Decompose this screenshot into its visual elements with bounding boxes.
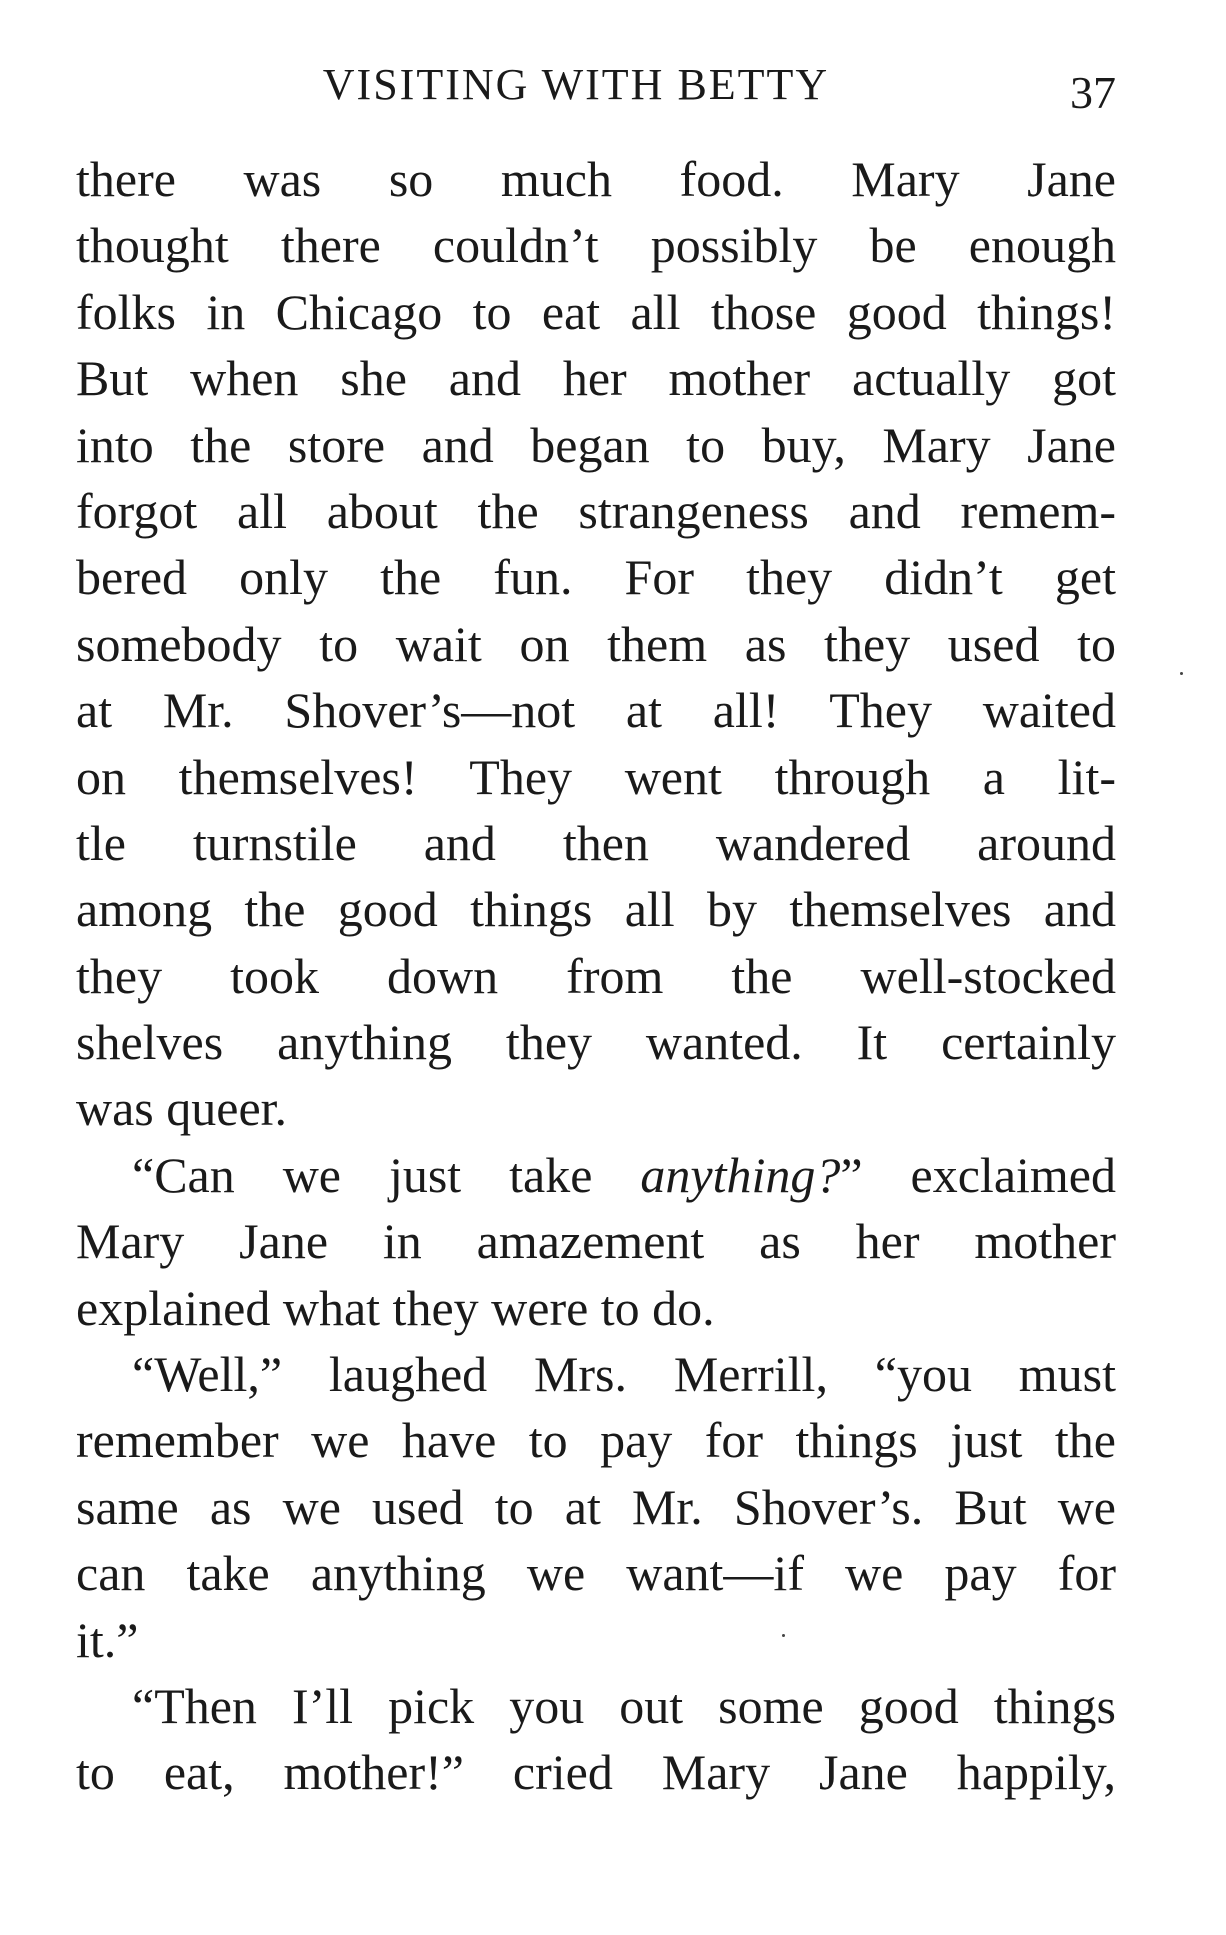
text-line: “Well,” laughed Mrs. Merrill, “you must [132, 1346, 1116, 1403]
text-line: to eat, mother!” cried Mary Jane happily, [76, 1744, 1116, 1801]
text-line: into the store and began to buy, Mary Jane [76, 416, 1116, 473]
text-line: folks in Chicago to eat all those good things! [76, 283, 1116, 340]
page-number: 37 [1070, 67, 1116, 118]
text-line: explained what they were to do. [76, 1279, 715, 1336]
text-line: they took down from the well-stocked [76, 947, 1116, 1004]
text-line: tle turnstile and then wandered around [76, 814, 1116, 871]
text-line: there was so much food. Mary Jane [76, 151, 1116, 207]
running-head: VISITING WITH BETTY [322, 60, 830, 109]
text-line: can take anything we want—if we pay for [76, 1545, 1116, 1602]
print-speck [1180, 672, 1183, 675]
text-line: on themselves! They went through a lit- [76, 748, 1116, 805]
page-header [76, 50, 1116, 120]
text-line: But when she and her mother actually got [76, 350, 1116, 407]
text-line: it.” [76, 1611, 139, 1668]
text-line: among the good things all by themselves and [76, 881, 1116, 938]
text-line: forgot all about the strangeness and remem- [76, 482, 1116, 539]
text-run: “Can we just take [132, 1146, 641, 1203]
text-line: Mary Jane in amazement as her mother [76, 1213, 1116, 1270]
text-line: “Then I’ll pick you out some good things [132, 1677, 1116, 1734]
text-run: ” exclaimed [840, 1146, 1116, 1203]
text-line [76, 1142, 1116, 1208]
emphasized-word: anything? [640, 1146, 841, 1203]
text-line: somebody to wait on them as they used to [76, 615, 1116, 672]
text-line: shelves anything they wanted. It certainly [76, 1014, 1116, 1071]
text-line: was queer. [76, 1080, 288, 1137]
print-speck [782, 1634, 785, 1637]
body-text [76, 146, 1116, 1806]
text-line: same as we used to at Mr. Shover’s. But we [76, 1478, 1116, 1535]
text-line: remember we have to pay for things just the [76, 1412, 1116, 1469]
text-line: thought there couldn’t possibly be enough [76, 217, 1116, 274]
text-line: bered only the fun. For they didn’t get [76, 549, 1116, 606]
text-line: at Mr. Shover’s—not at all! They waited [76, 682, 1116, 739]
